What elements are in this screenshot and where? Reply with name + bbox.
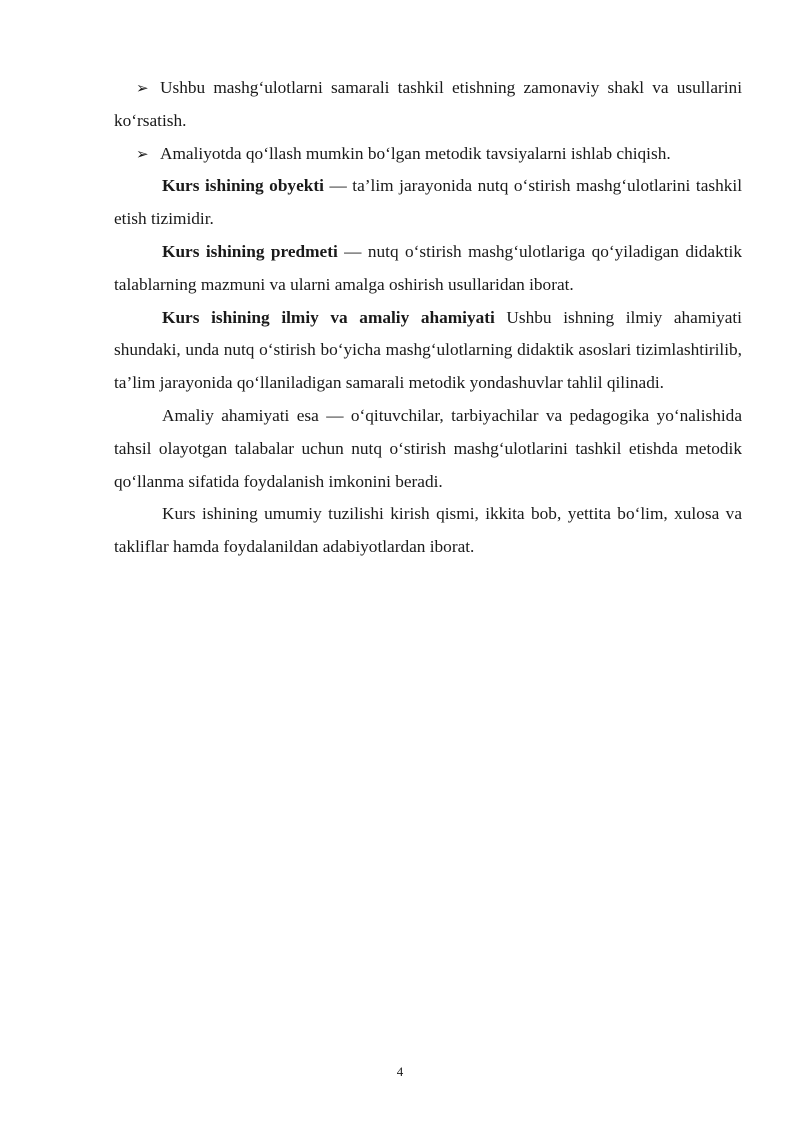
paragraph-obyekt [114,170,742,236]
document-body [114,72,742,564]
paragraph-text: — ta’lim jarayonida nutq o‘stirish mashg‘ulotlarini tashkil etish tizimidir. [114,176,742,229]
arrow-bullet-icon: ➢ [136,144,149,163]
bullet-item [114,72,742,138]
paragraph-predmet [114,236,742,302]
paragraph-amaliy: Amaliy ahamiyati esa — o‘qituvchilar, tarbiyachilar va pedagogika yo‘nalishida tahsil olayotgan talabalar uchun nutq o‘stirish mashg‘ulotlarini tashkil etishda metodik qo‘llanma sifatida foydalanish imkonini beradi. [114,405,742,491]
paragraph-ahamiyat [114,302,742,400]
paragraph-tuzilish: Kurs ishining umumiy tuzilishi kirish qismi, ikkita bob, yettita bo‘lim, xulosa va takliflar hamda foydalanildan adabiyotlardan iborat. [114,504,742,557]
bullet-item [114,138,742,171]
term-obyekt: Kurs ishining obyekti [162,176,324,196]
paragraph-text: Ushbu ishning ilmiy ahamiyati shundaki, unda nutq o‘stirish bo‘yicha mashg‘ulotlarning didaktik asoslari tizimlashtirilib, ta’lim jarayonida qo‘llaniladigan samarali metodik yondashuvlar tahlil qilinadi. [114,307,742,393]
paragraph-text: — nutq o‘stirish mashg‘ulotlariga qo‘yiladigan didaktik talablarning mazmuni va ularni amalga oshirish usullaridan iborat. [114,241,742,294]
page-number: 4 [396,1064,404,1079]
bullet-text: Amaliyotda qo‘llash mumkin bo‘lgan metodik tavsiyalarni ishlab chiqish. [160,143,671,163]
term-predmet: Kurs ishining predmeti [162,241,338,261]
bullet-text: Ushbu mashg‘ulotlarni samarali tashkil etishning zamonaviy shakl va usullarini ko‘rsatish. [114,78,742,130]
term-ahamiyat: Kurs ishining ilmiy va amaliy ahamiyati [162,307,495,327]
arrow-bullet-icon: ➢ [136,79,149,97]
